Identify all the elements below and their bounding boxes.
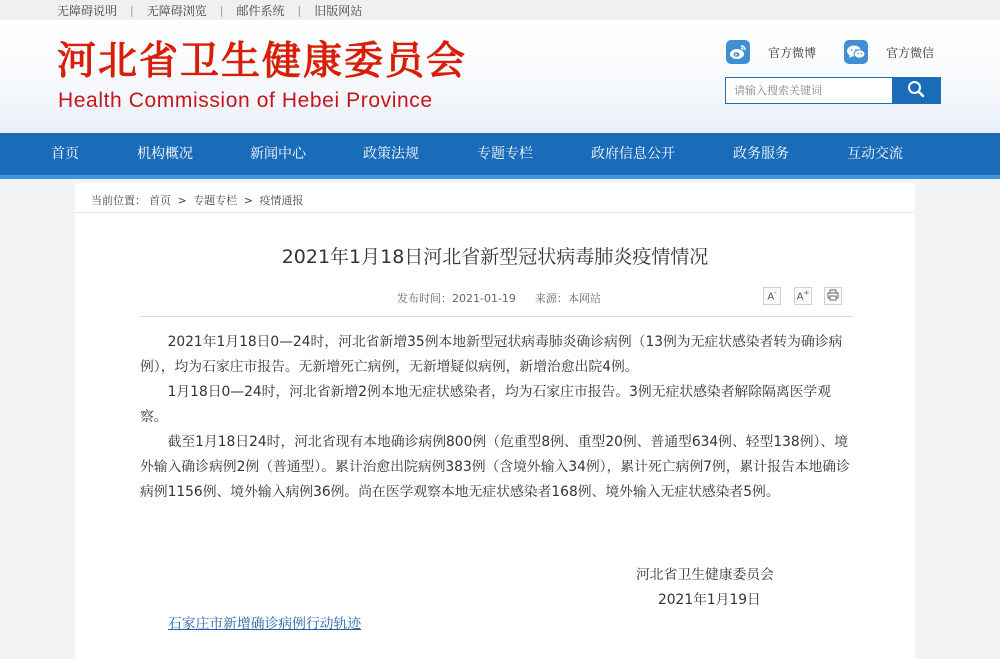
font-decrease-icon: A- <box>767 289 777 303</box>
printer-icon <box>827 289 839 304</box>
title-divider <box>140 316 853 317</box>
main-nav <box>0 133 1000 179</box>
weibo-icon <box>726 40 750 64</box>
publish-label: 发布时间： <box>397 292 452 305</box>
nav-item-news[interactable]: 新闻中心 <box>250 146 306 162</box>
breadcrumb-separator: > <box>243 194 253 207</box>
breadcrumb-separator: > <box>177 194 187 207</box>
nav-item-home[interactable]: 首页 <box>51 146 79 162</box>
article-body <box>140 330 853 505</box>
wechat-icon <box>844 40 868 64</box>
separator: | <box>130 3 134 17</box>
site-logo-cn[interactable]: 河北省卫生健康委员会 <box>57 39 468 84</box>
weibo-label: 官方微博 <box>768 45 817 60</box>
breadcrumb-item-epidemic[interactable]: 疫情通报 <box>259 194 304 207</box>
wechat-link[interactable] <box>844 40 934 64</box>
breadcrumb-item-topics[interactable]: 专题专栏 <box>193 194 238 207</box>
separator: | <box>297 3 302 17</box>
breadcrumb-divider <box>75 212 915 213</box>
print-button[interactable] <box>824 287 842 305</box>
signature-org: 河北省卫生健康委员会 <box>636 567 774 583</box>
nav-item-interaction[interactable]: 互动交流 <box>847 146 903 162</box>
font-increase-icon: A+ <box>796 289 810 303</box>
accessibility-info-link[interactable]: 无障碍说明 <box>57 3 118 18</box>
accessible-browse-link[interactable]: 无障碍浏览 <box>146 3 207 18</box>
nav-item-policy[interactable]: 政策法规 <box>363 146 419 162</box>
nav-item-services[interactable]: 政务服务 <box>733 146 789 162</box>
site-logo-en[interactable]: Health Commission of Hebei Province <box>58 89 433 112</box>
source-value: 本网站 <box>567 292 601 305</box>
top-utility-bar <box>0 0 1000 20</box>
article-paragraph: 截至1月18日24时，河北省现有本地确诊病例800例（危重型8例、重型20例、普通型634例、轻型138例）、境外输入确诊病例2例（普通型）。累计治愈出院病例383例（含境外输入34例），累计死亡病例7例，累计报告本地确诊病例1156例、境外输入病例36例。尚在医学观察本地无症状感染者168例、境外输入无症状感染者5例。 <box>140 434 850 500</box>
weibo-link[interactable] <box>726 40 816 64</box>
breadcrumb <box>91 192 306 208</box>
nav-item-topics[interactable]: 专题专栏 <box>477 146 533 162</box>
nav-item-about[interactable]: 机构概况 <box>137 146 193 162</box>
wechat-label: 官方微信 <box>886 45 935 60</box>
publish-date: 2021-01-19 <box>452 292 516 305</box>
breadcrumb-prefix: 当前位置： <box>91 194 146 207</box>
site-header <box>0 20 1000 133</box>
signature-date: 2021年1月19日 <box>658 592 761 608</box>
search-input[interactable] <box>726 78 892 103</box>
related-article-link[interactable]: 石家庄市新增确诊病例行动轨迹 <box>168 616 362 632</box>
source-label: 来源： <box>534 292 568 305</box>
font-decrease-button[interactable] <box>763 287 781 305</box>
old-site-link[interactable]: 旧版网站 <box>314 3 363 18</box>
article-paragraph: 2021年1月18日0—24时，河北省新增35例本地新型冠状病毒肺炎确诊病例（13例为无症状感染者转为确诊病例），均为石家庄市报告。无新增死亡病例，无新增疑似病例，新增治愈出院4例。 <box>140 334 843 375</box>
breadcrumb-item-home[interactable]: 首页 <box>149 194 171 207</box>
magnifier-icon <box>907 80 925 102</box>
article-meta <box>397 290 601 306</box>
separator: | <box>219 3 224 17</box>
nav-item-gov-info[interactable]: 政府信息公开 <box>591 146 675 162</box>
font-increase-button[interactable] <box>794 287 812 305</box>
article-title: 2021年1月18日河北省新型冠状病毒肺炎疫情情况 <box>281 246 709 268</box>
article-paragraph: 1月18日0—24时，河北省新增2例本地无症状感染者，均为石家庄市报告。3例无症状感染者解除隔离医学观察。 <box>140 384 832 425</box>
search-box <box>725 77 941 104</box>
search-button[interactable] <box>892 78 940 103</box>
mail-system-link[interactable]: 邮件系统 <box>236 3 285 18</box>
